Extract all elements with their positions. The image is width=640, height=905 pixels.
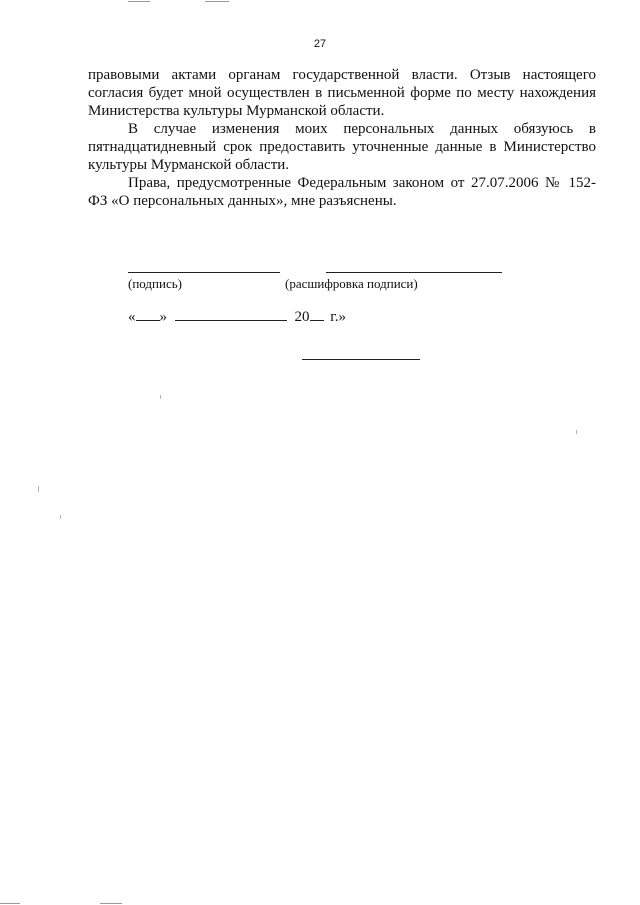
date-row <box>128 306 346 326</box>
scan-speck <box>576 430 577 434</box>
scan-artifact <box>100 903 122 904</box>
text-line: Министерства культуры Мурманской области. <box>88 103 385 119</box>
text-line: правовыми актами органам государственной власти. Отзыв настоящего <box>88 67 596 83</box>
signature-decoding-caption: (расшифровка подписи) <box>285 276 418 291</box>
signature-decoding-line <box>326 272 502 273</box>
text-line: пятнадцатидневный срок предоставить уточненные данные в Министерство <box>88 139 596 155</box>
scan-speck <box>160 395 161 399</box>
year-suffix: г.» <box>330 309 346 325</box>
scan-artifact <box>205 1 229 2</box>
signature-line <box>128 272 280 273</box>
text-line: В случае изменения моих персональных данных обязуюсь в <box>128 121 596 137</box>
day-blank <box>136 306 160 321</box>
date-close-quote: » <box>159 309 167 325</box>
text-line: культуры Мурманской области. <box>88 157 290 173</box>
text-line: ФЗ «О персональных данных», мне разъяснены. <box>88 193 397 209</box>
date-open-quote: « <box>128 309 136 325</box>
year-blank <box>310 306 324 321</box>
signature-caption: (подпись) <box>128 276 182 291</box>
body-text <box>88 66 596 210</box>
paragraph-consent-withdrawal <box>88 66 596 120</box>
year-prefix: 20 <box>294 309 310 325</box>
scan-artifact <box>128 1 150 2</box>
text-line: Права, предусмотренные Федеральным законом от 27.07.2006 № 152- <box>128 175 596 191</box>
scan-speck <box>38 486 39 492</box>
paragraph-rights-explained <box>88 174 596 210</box>
scan-artifact <box>0 903 20 904</box>
page-number: 27 <box>313 38 327 50</box>
paragraph-data-change <box>88 120 596 174</box>
month-blank <box>175 306 287 321</box>
scan-speck <box>60 515 61 519</box>
text-line: согласия будет мной осуществлен в письменной форме по месту нахождения <box>88 85 596 101</box>
closing-line <box>302 359 420 360</box>
